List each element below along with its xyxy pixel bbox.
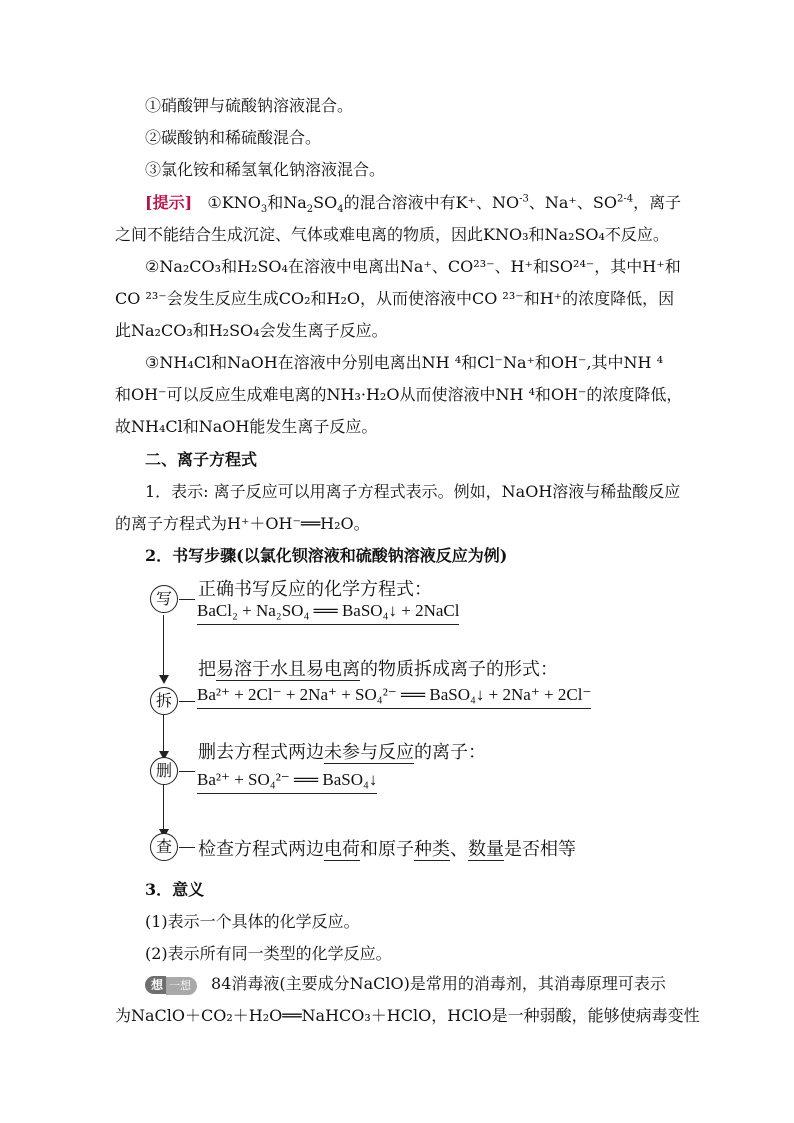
caption-text: 的物质拆成离子的形式：	[360, 659, 558, 680]
caption-text: 是否相等	[504, 839, 576, 860]
dash	[179, 701, 195, 702]
hint-text: SO	[313, 193, 338, 212]
hint-line-2: 之间不能结合生成沉淀、气体或难电离的物质，因此KNO₃和Na₂SO₄不反应。	[115, 225, 669, 244]
hint-text: 和Na	[267, 193, 307, 212]
think-badge-main: 想	[145, 976, 166, 994]
caption-underlined: 种类	[414, 839, 450, 860]
caption-text: 把	[198, 659, 216, 680]
hint-p2-line-1: ②Na₂CO₃和H₂SO₄在溶液中电离出Na⁺、CO²³⁻、H⁺和SO²⁴⁻，其中H⁺和	[145, 257, 681, 276]
caption-underlined: 易溶于水且易电离	[216, 659, 360, 680]
write-caption: 正确书写反应的化学方程式：	[198, 579, 432, 600]
hint-text: 的混合溶液中有K⁺、NO	[343, 193, 520, 212]
connector-line	[163, 715, 164, 755]
s3-item-1: (1)表示一个具体的化学反应。	[145, 912, 360, 931]
dash	[179, 771, 195, 772]
step-check-badge: 查	[150, 833, 178, 861]
hint-label: [提示]	[145, 193, 193, 212]
step-write-badge: 写	[150, 585, 178, 613]
equation-split: Ba²⁺ + 2Cl⁻ + 2Na⁺ + SO₄²⁻ ══ BaSO₄↓ + 2Na⁺ + 2Cl⁻	[197, 685, 591, 709]
think-line-1	[145, 974, 715, 995]
hint-p3-line-1: ③NH₄Cl和NaOH在溶液中分别电离出NH ⁴和Cl⁻Na⁺和OH⁻,其中NH ⁴	[145, 353, 663, 372]
step-split-badge: 拆	[150, 687, 178, 715]
equation-delete: Ba²⁺ + SO₄²⁻ ══ BaSO₄↓	[197, 770, 377, 794]
s1-line-2: 的离子方程式为H⁺＋OH⁻══H₂O。	[115, 514, 370, 533]
hint-text: ①KNO	[207, 193, 261, 212]
hint-p3-line-3: 故NH₄Cl和NaOH能发生离子反应。	[115, 417, 378, 436]
caption-text: 、	[450, 839, 468, 860]
section-title: 二、离子方程式	[145, 450, 258, 469]
think-badge	[145, 974, 197, 995]
equation-write: BaCl₂ + Na₂SO₄ ══ BaSO₄↓ + 2NaCl	[197, 601, 459, 625]
dash	[179, 599, 195, 600]
hint-text: 、Na⁺、SO	[528, 193, 617, 212]
hint-line-1: [提示] $①KNO_3$和$Na_2SO_4$的混合溶液中有K⁺、$NO^{-3}$、Na⁺、SO$^{2-4}$，离子	[145, 193, 682, 216]
s2-title: 2．书写步骤(以氯化钡溶液和硫酸钠溶液反应为例)	[145, 546, 508, 565]
caption-underlined: 数量	[468, 839, 504, 860]
think-badge-sub: 一想	[166, 977, 197, 995]
caption-text: 删去方程式两边	[198, 742, 324, 763]
check-caption	[198, 835, 576, 861]
caption-underlined: 电荷	[324, 839, 360, 860]
connector-line	[163, 615, 164, 678]
caption-text: 的离子：	[414, 742, 486, 763]
item-3: ③氯化铵和稀氢氧化钠溶液混合。	[145, 160, 386, 179]
ionic-equation-flow-diagram	[140, 575, 660, 875]
hint-p3-line-2: 和OH⁻可以反应生成难电离的NH₃·H₂O从而使溶液中NH ⁴和OH⁻的浓度降低，	[115, 385, 683, 404]
s3-item-2: (2)表示所有同一类型的化学反应。	[145, 944, 392, 963]
delete-caption	[198, 738, 486, 764]
s3-title: 3．意义	[145, 880, 205, 899]
hint-p2-line-2: CO ²³⁻会发生反应生成CO₂和H₂O，从而使溶液中CO ²³⁻和H⁺的浓度降低，因	[115, 289, 675, 308]
arrow-down-icon	[159, 675, 169, 684]
s1-line-1: 1．表示: 离子反应可以用离子方程式表示。例如，NaOH溶液与稀盐酸反应	[145, 482, 681, 501]
split-caption	[198, 655, 558, 681]
connector-line	[163, 785, 164, 833]
hint-text: ，离子	[633, 193, 682, 212]
hint-p2-line-3: 此Na₂CO₃和H₂SO₄会发生离子反应。	[115, 321, 388, 340]
item-1: ①硝酸钾与硫酸钠溶液混合。	[145, 96, 354, 115]
step-delete-badge: 删	[150, 757, 178, 785]
caption-text: 检查方程式两边	[198, 839, 324, 860]
think-line-2: 为NaClO＋CO₂＋H₂O══NaHCO₃＋HClO，HClO是一种弱酸，能够使病毒变性	[115, 1006, 700, 1025]
item-2: ②碳酸钠和稀硫酸混合。	[145, 128, 322, 147]
dash	[179, 847, 195, 848]
caption-underlined: 未参与反应	[324, 742, 414, 763]
think-text: 84消毒液(主要成分NaClO)是常用的消毒剂，其消毒原理可表示	[211, 974, 666, 993]
caption-text: 和原子	[360, 839, 414, 860]
